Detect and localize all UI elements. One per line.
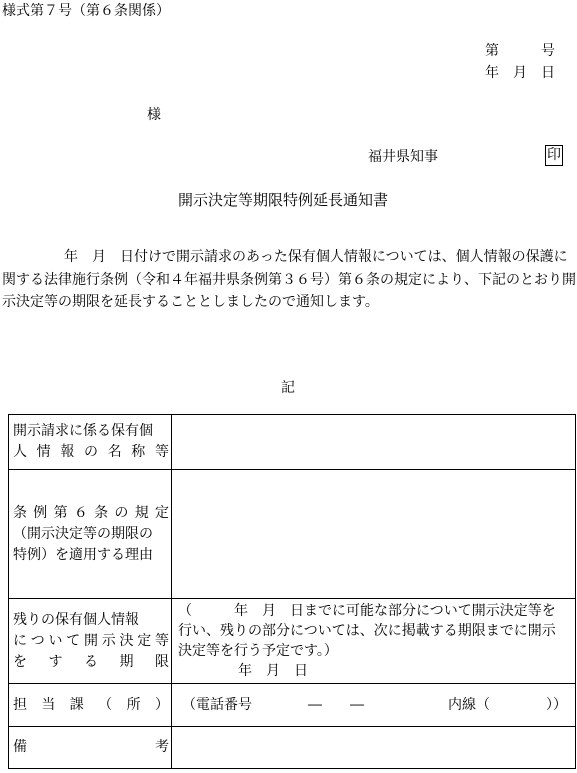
table-row [9,684,576,727]
table-row [9,470,576,599]
deadline-line: 行い、残りの部分については、次に掲載する期限までに開示 [178,623,556,639]
label-char: 課 [69,696,84,713]
label-line-justified [13,695,169,716]
label-char: 条 [94,504,109,521]
addressee: 様 [147,107,161,123]
label-char: 等 [154,444,169,460]
label-char: の [83,444,98,460]
label-char: に [13,632,27,649]
table-row [9,415,576,470]
label-line: （開示決定等の期限の [13,525,153,542]
value-deadline[interactable] [172,599,576,684]
row-label-reason [9,470,172,599]
label-char: の [114,504,129,521]
sender: 福井県知事 [368,149,438,165]
label-char: 備 [13,739,27,755]
label-char: て [66,632,81,649]
label-char: 考 [155,739,169,755]
seal-mark: 印 [545,145,563,166]
label-line-justified [13,737,169,758]
label-line-justified [13,503,169,524]
label-char: る [84,653,98,670]
table-row [9,727,576,769]
row-label-information-name [9,415,172,470]
label-char: 所 [126,696,141,713]
label-char: 開 [84,632,98,649]
row-label-remarks [9,727,172,769]
table-row [9,599,576,684]
label-char: ６ [73,504,88,521]
details-table [8,414,576,769]
value-reason[interactable] [172,470,576,599]
value-department[interactable]: （電話番号 ― ― 内線（ ）） [172,684,576,727]
label-char: 限 [155,653,169,670]
label-char: 第 [53,504,68,521]
label-char: 定 [154,504,169,521]
label-char: 示 [101,632,116,649]
label-char: （ [98,696,113,713]
label-char: 担 [13,696,27,713]
row-label-deadline [9,599,172,684]
label-line-justified [13,442,169,463]
label-char: 称 [131,444,146,460]
record-heading: 記 [281,380,295,396]
deadline-date: 年 月 日 [238,663,308,679]
label-char: 等 [155,632,169,649]
label-char: す [48,653,63,670]
label-line-justified [13,652,169,673]
label-char: 例 [33,504,48,521]
label-char: ） [154,696,169,713]
label-char: 報 [60,444,75,460]
row-label-department [9,684,172,727]
value-remarks[interactable] [172,727,576,769]
label-char: 名 [107,444,122,460]
label-char: 期 [119,653,134,670]
label-line: 開示請求に係る保有個 [13,423,153,439]
body-paragraph: 年 月 日付けで開示請求のあった保有個人情報については、個人情報の保護に関する法律施行条例（令和４年福井県条例第３６号）第６条の規定により、下記のとおり開示決定等の期限を延長することとしましたので通知します。 [2,249,576,310]
label-line: 残りの保有個人情報 [13,611,139,628]
document-date: 年 月 日 [485,65,555,81]
value-information-name[interactable] [172,415,576,470]
deadline-line: （ 年 月 日までに可能な部分について開示決定等を [178,603,556,619]
label-char: 規 [134,504,149,521]
label-char: つ [30,632,45,649]
label-char: 情 [36,444,51,460]
document-title: 開示決定等期限特例延長通知書 [178,191,389,209]
label-char: 決 [119,632,134,649]
label-char: 人 [13,444,27,460]
label-char: 条 [13,504,27,521]
label-line-justified [13,631,169,652]
document-number: 第 号 [485,43,555,59]
label-char: 当 [41,696,56,713]
form-number: 様式第７号（第６条関係） [2,3,170,19]
label-char: い [48,632,63,649]
label-line: 特例）を適用する理由 [13,546,153,563]
deadline-line: 決定等を行う予定です。） [178,643,338,659]
label-char: 定 [137,632,152,649]
label-char: を [13,653,27,670]
